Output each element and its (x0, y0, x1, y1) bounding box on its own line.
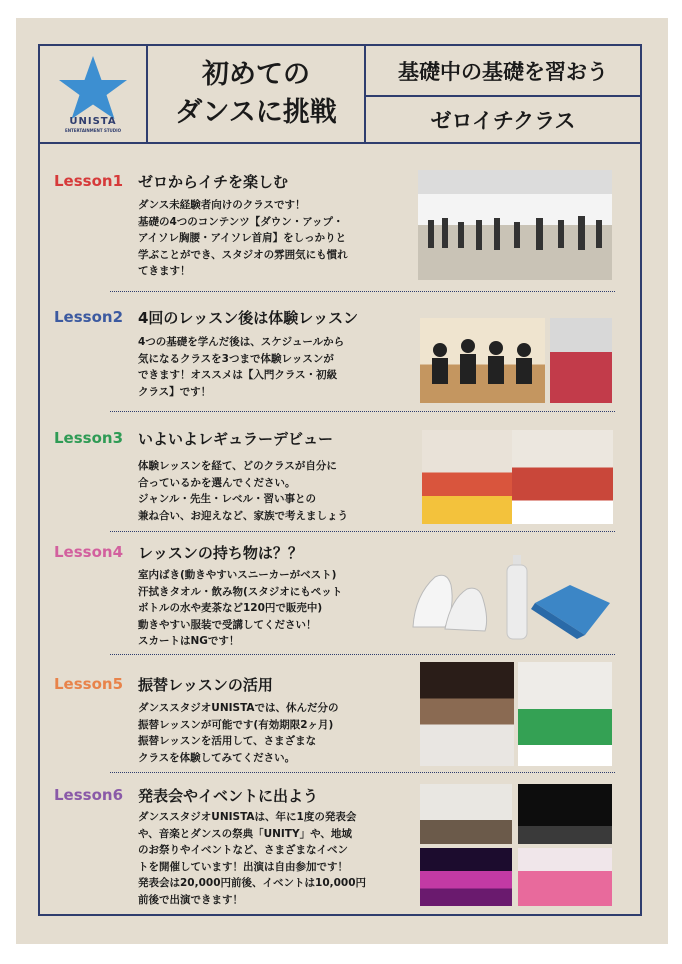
brand-name: UNISTA (69, 116, 117, 127)
lesson4-line: ボトルの水や麦茶など120円で販売中) (138, 602, 323, 614)
lesson2-tag: Lesson2 (54, 308, 124, 326)
lesson6-line: のお祭りやイベントなど、さまざまなイベン (138, 844, 348, 856)
lesson-divider (110, 411, 615, 412)
lesson5-line: 振替レッスンが可能です(有効期限2ヶ月) (138, 718, 334, 731)
group-smiling-photo (512, 430, 613, 524)
lesson2-body (138, 334, 408, 400)
lesson6-line: 前後で出演できます！ (138, 893, 243, 906)
lesson5-line: 振替レッスンを活用して、さまざまな (138, 735, 317, 747)
lesson-divider (110, 531, 615, 532)
title-line-1: 初めての (202, 59, 310, 90)
lesson2-line: クラス】です！ (138, 385, 212, 398)
page-title (148, 46, 364, 142)
lesson3-line: 兼ね合い、お迎えなど、家族で考えましょう (138, 509, 348, 522)
bottle-icon (507, 555, 527, 639)
header-bottom-rule (38, 142, 642, 144)
lesson2-line: 気になるクラスを3つまで体験レッスンが (138, 352, 334, 365)
lesson1-body (138, 197, 408, 280)
title-line-2: ダンスに挑戦 (175, 97, 337, 128)
brand-logo (40, 46, 146, 142)
lesson3-line: 合っているかを選んでください。 (138, 476, 296, 489)
lesson-divider (110, 291, 615, 292)
lesson6-line: や、音楽とダンスの祭典「UNITY」や、地域 (138, 827, 352, 840)
lesson6-tag: Lesson6 (54, 786, 124, 804)
lesson4-line: スカートはNGです！ (138, 635, 240, 647)
group-pose-photo (420, 318, 545, 403)
concert-lights-photo (420, 848, 512, 906)
lesson4-heading: レッスンの持ち物は？？ (138, 544, 303, 562)
lesson6-body (138, 809, 408, 908)
stage-performance-photo (420, 662, 514, 766)
class-name: ゼロイチクラス (430, 108, 576, 133)
dark-stage-photo (518, 784, 612, 844)
lesson-divider (110, 654, 615, 655)
lesson5-line: ダンススタジオUNISTAでは、休んだ分の (138, 702, 339, 714)
lesson5-line: クラスを体験してみてください。 (138, 751, 296, 764)
lesson4-tag: Lesson4 (54, 543, 124, 561)
lesson6-line: トを開催しています！出演は自由参加です！ (138, 860, 348, 873)
lesson2-heading: 4回のレッスン後は体験レッスン (138, 309, 359, 327)
lesson3-heading: いよいよレギュラーデビュー (138, 430, 334, 448)
lesson5-body (138, 700, 408, 766)
lesson2-line: 4つの基礎を学んだ後は、スケジュールから (138, 336, 345, 348)
dancer-selfie-photo (422, 430, 512, 524)
lesson3-line: 体験レッスンを経て、どのクラスが自分に (138, 460, 337, 472)
sneakers-icon (413, 575, 487, 631)
lesson4-body (138, 567, 408, 650)
lesson1-tag: Lesson1 (54, 172, 124, 190)
lesson4-line: 動きやすい服装で受講してください！ (138, 618, 317, 631)
group-finale-photo (518, 848, 612, 906)
lesson6-line: 発表会は20,000円前後、イベントは10,000円 (138, 877, 367, 889)
lesson2-line: できます！オススメは【入門クラス・初級 (138, 369, 338, 381)
items-illustration (405, 555, 615, 645)
subtitle: 基礎中の基礎を習おう (398, 59, 608, 84)
lesson6-heading: 発表会やイベントに出よう (138, 787, 319, 805)
lesson1-line: てきます！ (138, 265, 191, 277)
lesson5-heading: 振替レッスンの活用 (138, 676, 273, 694)
towel-icon (531, 585, 610, 639)
lesson3-line: ジャンル・先生・レベル・習い事との (138, 493, 317, 505)
lesson1-line: 基礎の4つのコンテンツ【ダウン・アップ・ (138, 215, 344, 228)
lesson5-tag: Lesson5 (54, 675, 124, 693)
lesson4-line: 室内ばき(動きやすいスニーカーがベスト) (138, 569, 337, 581)
green-shirts-photo (518, 662, 612, 766)
lesson1-line: アイソレ胸腰・アイソレ首肩】をしっかりと (138, 232, 347, 244)
lesson3-body (138, 458, 408, 524)
lesson1-line: ダンス未経験者向けのクラスです！ (138, 199, 306, 211)
lesson4-line: 汗拭きタオル・飲み物(スタジオにもペット (138, 585, 343, 598)
lesson6-line: ダンススタジオUNISTAは、年に1度の発表会 (138, 811, 357, 823)
brand-tagline: ENTERTAINMENT STUDIO (64, 128, 122, 133)
event-stage-photo (420, 784, 512, 844)
lesson1-line: 学ぶことができ、スタジオの雰囲気にも慣れ (138, 248, 348, 261)
lesson-divider (110, 772, 615, 773)
lesson1-heading: ゼロからイチを楽しむ (138, 173, 289, 191)
group-red-shirts-photo (550, 318, 612, 403)
lesson3-tag: Lesson3 (54, 429, 124, 447)
studio-class-photo (418, 170, 612, 280)
